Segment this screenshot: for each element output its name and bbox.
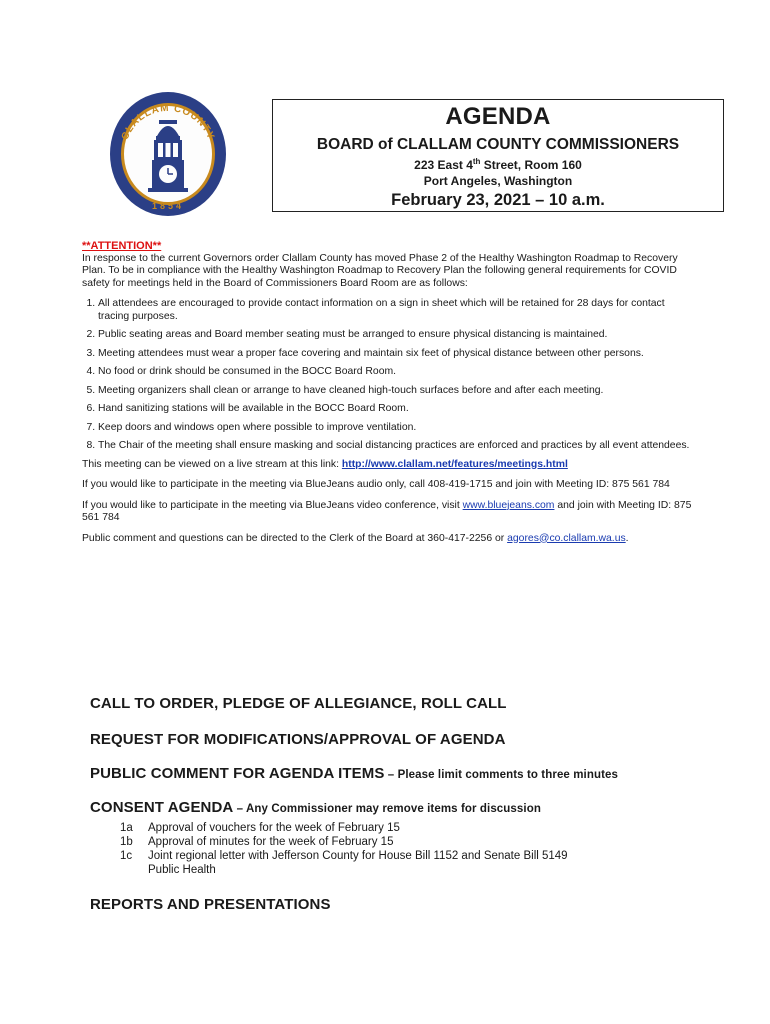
section-consent-agenda: CONSENT AGENDA – Any Commissioner may remove items for discussion [90,799,541,816]
section-request-modifications: REQUEST FOR MODIFICATIONS/APPROVAL OF AGENDA [90,731,506,748]
meeting-date: February 23, 2021 – 10 a.m. [391,191,605,209]
clallam-county-seal-logo [107,90,229,218]
public-comment-paragraph: Public comment and questions can be directed to the Clerk of the Board at 360-417-2256 or agores@co.clallam.wa.us. [82,532,629,544]
bluejeans-link[interactable]: www.bluejeans.com [462,499,555,511]
seal-top-text: CLALLAM COUNTY [119,102,217,142]
section-reports-presentations: REPORTS AND PRESENTATIONS [90,896,331,913]
consent-item: 1c Joint regional letter with Jefferson County for House Bill 1152 and Senate Bill 5149 Public Health [120,850,568,876]
requirement-item: 2. Public seating areas and Board member seating must be arranged to ensure physical distancing is maintained. [98,329,692,342]
requirement-item: 4. No food or drink should be consumed in the BOCC Board Room. [98,366,692,379]
requirement-item: 3. Meeting attendees must wear a proper face covering and maintain six feet of physical distance between other persons. [98,348,692,361]
audio-paragraph: If you would like to participate in the meeting via BlueJeans audio only, call 408-419-1715 and join with Meeting ID: 875 561 784 [82,479,670,490]
video-paragraph: If you would like to participate in the meeting via BlueJeans video conference, visit www.bluejeans.com and join with Meeting ID: 875 561 784 [82,499,692,523]
requirement-item: 1. All attendees are encouraged to provide contact information on a sign in sheet which will be retained for 28 days for contact tracing purposes. [98,298,692,323]
clerk-email-link[interactable]: agores@co.clallam.wa.us [507,532,626,544]
requirements-list [82,298,692,453]
agenda-title: AGENDA [445,103,551,130]
city: Port Angeles, Washington [423,174,573,188]
consent-items-list [120,821,568,877]
agenda-header-box [272,99,724,212]
requirement-item: 7. Keep doors and windows open where possible to improve ventilation. [98,422,692,435]
attention-intro: In response to the current Governors order Clallam County has moved Phase 2 of the Healthy Washington Roadmap to Recovery Plan. To be in compliance with the Healthy Washington Roadmap to Recovery Plan the following general requirements for COVID safety for meetings held in the Board of Commissioners Board Room are as follows: [82,252,678,289]
consent-item: 1b Approval of minutes for the week of February 15 [120,836,394,848]
livestream-link[interactable]: http://www.clallam.net/features/meetings.html [341,458,568,470]
requirement-item: 6. Hand sanitizing stations will be available in the BOCC Board Room. [98,403,692,416]
seal-year: 1854 [151,201,185,211]
section-call-to-order: CALL TO ORDER, PLEDGE OF ALLEGIANCE, ROLL CALL [90,695,507,712]
board-name: BOARD of CLALLAM COUNTY COMMISSIONERS [316,136,680,153]
address: 223 East 4th Street, Room 160 [414,157,582,172]
requirement-item: 5. Meeting organizers shall clean or arrange to have cleaned high-touch surfaces before and after each meeting. [98,385,692,398]
requirement-item: 8. The Chair of the meeting shall ensure masking and social distancing practices are enforced and practices by all event attendees. [98,440,692,453]
section-public-comment: PUBLIC COMMENT FOR AGENDA ITEMS – Please limit comments to three minutes [90,765,619,782]
consent-item: 1a Approval of vouchers for the week of February 15 [120,822,400,834]
livestream-paragraph: This meeting can be viewed on a live stream at this link: http://www.clallam.net/features/meetings.html [82,458,568,470]
attention-section [82,240,692,553]
attention-label: **ATTENTION** [82,240,162,252]
